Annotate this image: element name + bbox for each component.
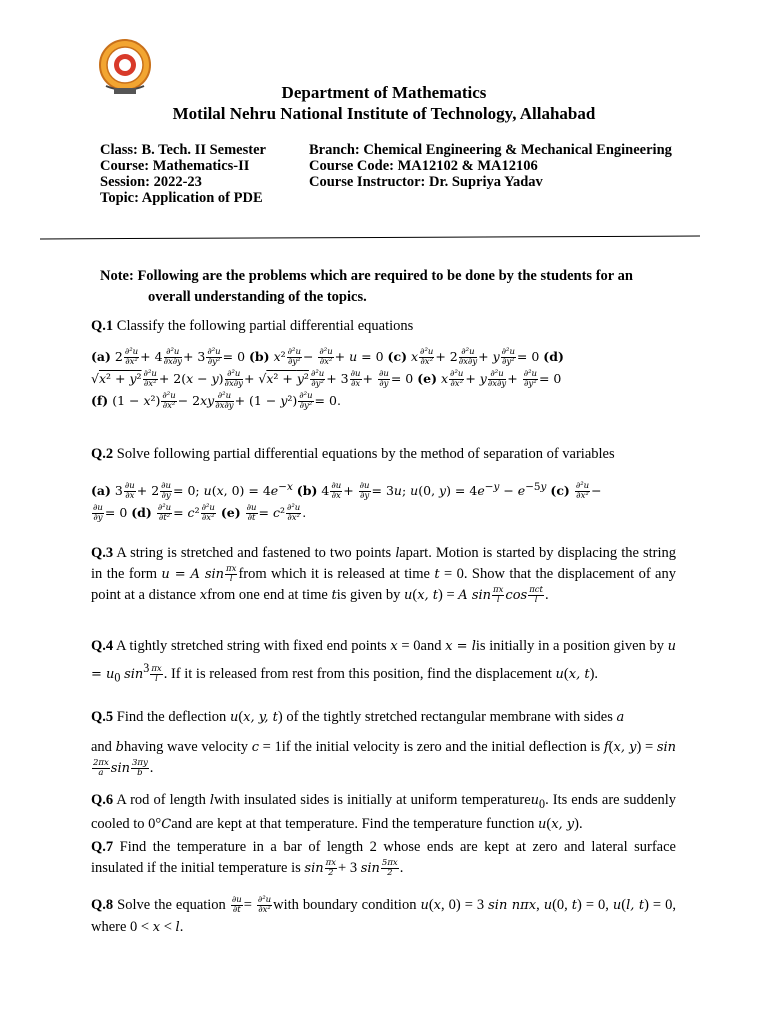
question-1-label: Q.1 [91, 318, 114, 334]
note-block [100, 266, 700, 308]
question-2-text: Solve following partial differential equations by the method of separation of variables [113, 446, 615, 462]
course-info-right [309, 142, 672, 190]
course-line: Course: Mathematics-II [100, 158, 250, 174]
session-line: Session: 2022-23 [100, 174, 202, 190]
question-6: Q.6 A rod of length lwith insulated sides is initially at uniform temperatureu$_0$. Its ends are suddenly cooled to 0°Cand are kept at that temperature. Find the temperature function u(x, y). [91, 792, 676, 833]
question-4: Q.4 A tightly stretched string with fixed end points x = 0and x = lis initially in a position given by $u = u_0$ $\sin^3$ $\frac{\pi x}{l}$ . If it is released from rest from this position, find the displacement u(x, t). [91, 638, 676, 685]
instructor-line: Course Instructor: Dr. Supriya Yadav [309, 174, 543, 190]
topic-line: Topic: Application of PDE [100, 190, 263, 206]
branch-line: Branch: Chemical Engineering & Mechanical Engineering [309, 142, 672, 158]
department-title: Department of Mathematics [281, 83, 487, 102]
question-7: Q.7 Find the temperature in a bar of length 2 whose ends are kept at zero and lateral surface insulated if the initial temperature is sin $\frac{\pi x}{2}$ + 3 sin $\frac{5\pi x}{2}$ . [91, 839, 676, 878]
question-1-equations: (a) 2 $\frac{\text{∂²u}}{\text{∂x²}}$ + 4 $\frac{\text{∂²u}}{\partial x\partial y}$ + 3 $\frac{\text{∂²u}}{\text{∂y²}}$ = 0 (b) x² $\frac{\text{∂²u}}{\text{∂y²}}$ − $\frac{\text{∂²u}}{\text{∂x²}}$ + u = 0 (c) x $\frac{\text{∂²u}}{\text{∂x²}}$ + 2 $\frac{\text{∂²u}}{\partial x\partial y}$ + y $\frac{\text{∂²u}}{\text{∂y²}}$ = 0 (d) √x² + y² $\frac{\text{∂²u}}{\text{∂x²}}$ + 2(x − y) $\frac{\text{∂²u}}{\partial x\partial y}$ + √x² + y² $\frac{\text{∂²u}}{\text{∂y²}}$ + 3 $\frac{\partial u}{\partial x}$ + $\frac{\partial u}{\partial y}$ = 0 (e) x $\frac{\text{∂²u}}{\text{∂x²}}$ + y $\frac{\text{∂²u}}{\partial x\partial y}$ + $\frac{\text{∂²u}}{\text{∂y²}}$ = 0 (f) (1 − x²) $\frac{\text{∂²u}}{\text{∂x²}}$ − 2xy $\frac{\text{∂²u}}{\partial x\partial y}$ + (1 − y²) $\frac{\text{∂²u}}{\text{∂y²}}$ = 0. [91, 347, 564, 411]
question-3-label: Q.3 [91, 545, 114, 561]
question-2-label: Q.2 [91, 446, 114, 462]
question-1-text: Classify the following partial differential equations [113, 318, 414, 334]
question-8: Q.8 Solve the equation $\frac{\partial u}{\partial t}$ = $\frac{\text{∂²u}}{\text{∂x²}}$ with boundary condition u(x, 0) = 3 sin nπx, u(0, t) = 0, u(l, t) = 0, where 0 < x < l. [91, 895, 676, 935]
course-code-line: Course Code: MA12102 & MA12106 [309, 158, 538, 174]
class-line: Class: B. Tech. II Semester [100, 142, 266, 158]
question-5-label: Q.5 [91, 709, 114, 725]
course-info-left [100, 142, 266, 206]
note-line-2: overall understanding of the topics. [148, 289, 367, 305]
question-7-label: Q.7 [91, 839, 114, 855]
note-line-1: Note: Following are the problems which are required to be done by the students for an [100, 268, 633, 284]
question-1 [91, 316, 676, 337]
divider-rule [40, 236, 700, 240]
question-2-equations: (a) 3 $\frac{\partial u}{\partial x}$ + 2 $\frac{\partial u}{\partial y}$ = 0; u(x, $0) = 4e^{-x}$ (b) 4 $\frac{\partial u}{\partial x}$ + $\frac{\partial u}{\partial y}$ = 3u; u(0, $y) = 4e^{-y} - e^{-5y}$ (c) $\frac{\text{∂²u}}{\text{∂x²}}$ − $\frac{\partial u}{\partial y}$ = 0 (d) $\frac{\text{∂²u}}{\text{∂t²}}$ = c² $\frac{\text{∂²u}}{\text{∂x²}}$ (e) $\frac{\partial u}{\partial t}$ = c² $\frac{\text{∂²u}}{\text{∂x²}}$ . [91, 481, 602, 524]
question-8-label: Q.8 [91, 897, 114, 913]
question-6-label: Q.6 [91, 792, 114, 808]
question-4-label: Q.4 [91, 638, 114, 654]
question-2 [91, 444, 676, 465]
question-3: Q.3 A string is stretched and fastened to two points lapart. Motion is started by displacing the string in the form u = A sin $\frac{\pi x}{l}$ from which it is released at time t = 0. Show that the displacement of any point at a distance xfrom one end at time tis given by u(x, t) = A sin $\frac{\pi x}{l}$ cos πct l . [91, 545, 676, 606]
institute-title: Motilal Nehru National Institute of Technology, Allahabad [172, 104, 596, 123]
question-5: Q.5 Find the deflection u(x, y, t) of the tightly stretched rectangular membrane with sides a and bhaving wave velocity c = 1if the initial velocity is zero and the initial deflection is f(x, y) = sin $\frac{2\pi x}{a}$ sin $\frac{3\pi y}{b}$ . [91, 709, 677, 779]
